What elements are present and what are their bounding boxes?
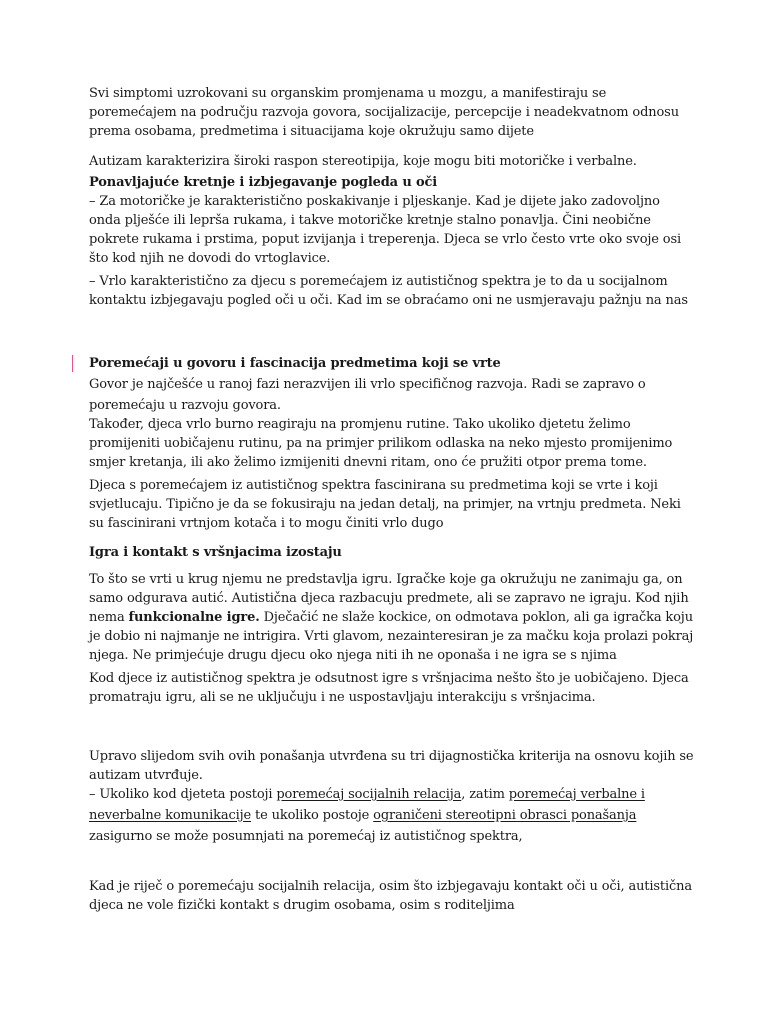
section-play-heading [89, 543, 689, 562]
text-line [89, 806, 689, 825]
text-run: Dječačić ne slaže kockice, on odmotava poklon, ali ga igračka koju [259, 610, 693, 625]
underlined-term: ograničeni stereotipni obrasci ponašanja [373, 808, 637, 823]
text-line: poremećaju u razvoju govora. [89, 398, 281, 413]
text-line: Govor je najčešće u ranoj fazi nerazvijen ili vrlo specifičnog razvoja. Radi se zapravo o [89, 377, 646, 392]
text-line: promatraju igru, ali se ne uključuju i ne uspostavljaju interakciju s vršnjacima. [89, 690, 596, 705]
text-line: Svi simptomi uzrokovani su organskim promjenama u mozgu, a manifestiraju se [89, 86, 607, 101]
text-line: njega. Ne primjećuje drugu djecu oko njega niti ih ne oponaša i ne igra se s njima [89, 648, 617, 663]
section-repetitive-movements [89, 173, 689, 268]
text-line: Također, djeca vrlo burno reagiraju na promjenu rutine. Tako ukoliko djetetu želimo [89, 417, 631, 432]
text-line: Djeca s poremećajem iz autističnog spektra fascinirana su predmetima koji se vrte i koji [89, 478, 658, 493]
text-line: To što se vrti u krug njemu ne predstavlja igru. Igračke koje ga okružuju ne zanimaju ga, on [89, 572, 683, 587]
text-line: autizam utvrđuje. [89, 768, 203, 783]
text-run: – Ukoliko kod djeteta postoji [89, 787, 277, 802]
text-line: – Za motoričke je karakteristično poskakivanje i pljeskanje. Kad je dijete jako zadovoljno [89, 194, 660, 209]
section-heading: Poremećaji u govoru i fascinacija predmetima koji se vrte [89, 356, 501, 371]
text-run: nema [89, 610, 129, 625]
paragraph-eye-contact [89, 272, 689, 310]
text-line: Autizam karakterizira široki raspon stereotipija, koje mogu biti motoričke i verbalne. [89, 154, 637, 169]
paragraph-social-relations [89, 877, 692, 915]
text-line [89, 608, 693, 627]
paragraph-criteria [89, 747, 694, 846]
text-line: su fascinirani vrtnjom kotača i to mogu činiti vrlo dugo [89, 516, 444, 531]
text-line: onda plješće ili lepršа rukama, i takve motoričke kretnje stalno ponavlja. Čini neobične [89, 213, 651, 228]
bold-term: funkcionalne igre. [128, 610, 260, 625]
text-line: Kad je riječ o poremećaju socijalnih relacija, osim što izbjegavaju kontakt oči u oči, autistična [89, 879, 692, 894]
text-line: Upravo slijedom svih ovih ponašanja utvrđena su tri dijagnostička kriterija na osnovu kojih se [89, 749, 694, 764]
text-line: samo odgurava autić. Autistična djeca razbacuju predmete, ali se zapravo ne igraju. Kod njih [89, 591, 689, 606]
text-line [89, 785, 689, 804]
text-line: što kod njih ne dovodi do vrtoglavice. [89, 251, 331, 266]
underlined-term: neverbalne komunikacije [89, 808, 252, 823]
text-line: je dobio ni najmanje ne intrigira. Vrti glavom, nezainteresiran je za mačku koja prolazi pokraj [89, 629, 694, 644]
text-line: prema osobama, predmetima i situacijama koje okružuju samo dijete [89, 124, 534, 139]
paragraph-stereotypes [89, 152, 689, 171]
text-run: te ukoliko postoje [251, 808, 374, 823]
text-line: svjetlucaju. Tipično je da se fokusiraju na jedan detalj, na primjer, na vrtnju predmeta. Neki [89, 497, 681, 512]
text-line: – Vrlo karakteristično za djecu s poremećajem iz autističnog spektra je to da u socijalnom [89, 274, 668, 289]
text-line: poremećajem na području razvoja govora, socijalizacije, percepcije i neadekvatnom odnosu [89, 105, 679, 120]
underlined-term: poremećaj socijalnih relacija [276, 787, 462, 802]
text-run: , zatim [461, 787, 509, 802]
text-line: zasigurno se može posumnjati na poremećaj iz autističnog spektra, [89, 829, 523, 844]
section-speech-disorders [89, 354, 689, 472]
paragraph-symptoms [89, 84, 689, 141]
paragraph-fascination [89, 476, 689, 533]
text-line: djeca ne vole fizički kontakt s drugim osobama, osim s roditeljima [89, 898, 515, 913]
section-heading: Ponavljajuće kretnje i izbjegavanje pogleda u oči [89, 175, 438, 190]
text-line: kontaktu izbjegavaju pogled oči u oči. Kad im se obraćamo oni ne usmjeravaju pažnju na nas [89, 293, 688, 308]
text-line: Kod djece iz autističnog spektra je odsutnost igre s vršnjacima nešto što je uobičajeno. Djeca [89, 671, 689, 686]
text-cursor [72, 355, 73, 372]
underlined-term: poremećaj verbalne i [508, 787, 645, 802]
text-line: smjer kretanja, ili ako želimo izmijeniti dnevni ritam, ono će pružiti otpor prema tome. [89, 455, 647, 470]
paragraph-peers [89, 669, 689, 707]
paragraph-play [89, 570, 694, 665]
text-line: pokrete rukama i prstima, poput izvijanja i treperenja. Djeca se vrlo često vrte oko svoje osi [89, 232, 682, 247]
text-line: promijeniti uobičajenu rutinu, pa na primjer prilikom odlaska na neko mjesto promijenimo [89, 436, 673, 451]
section-heading: Igra i kontakt s vršnjacima izostaju [89, 545, 342, 560]
